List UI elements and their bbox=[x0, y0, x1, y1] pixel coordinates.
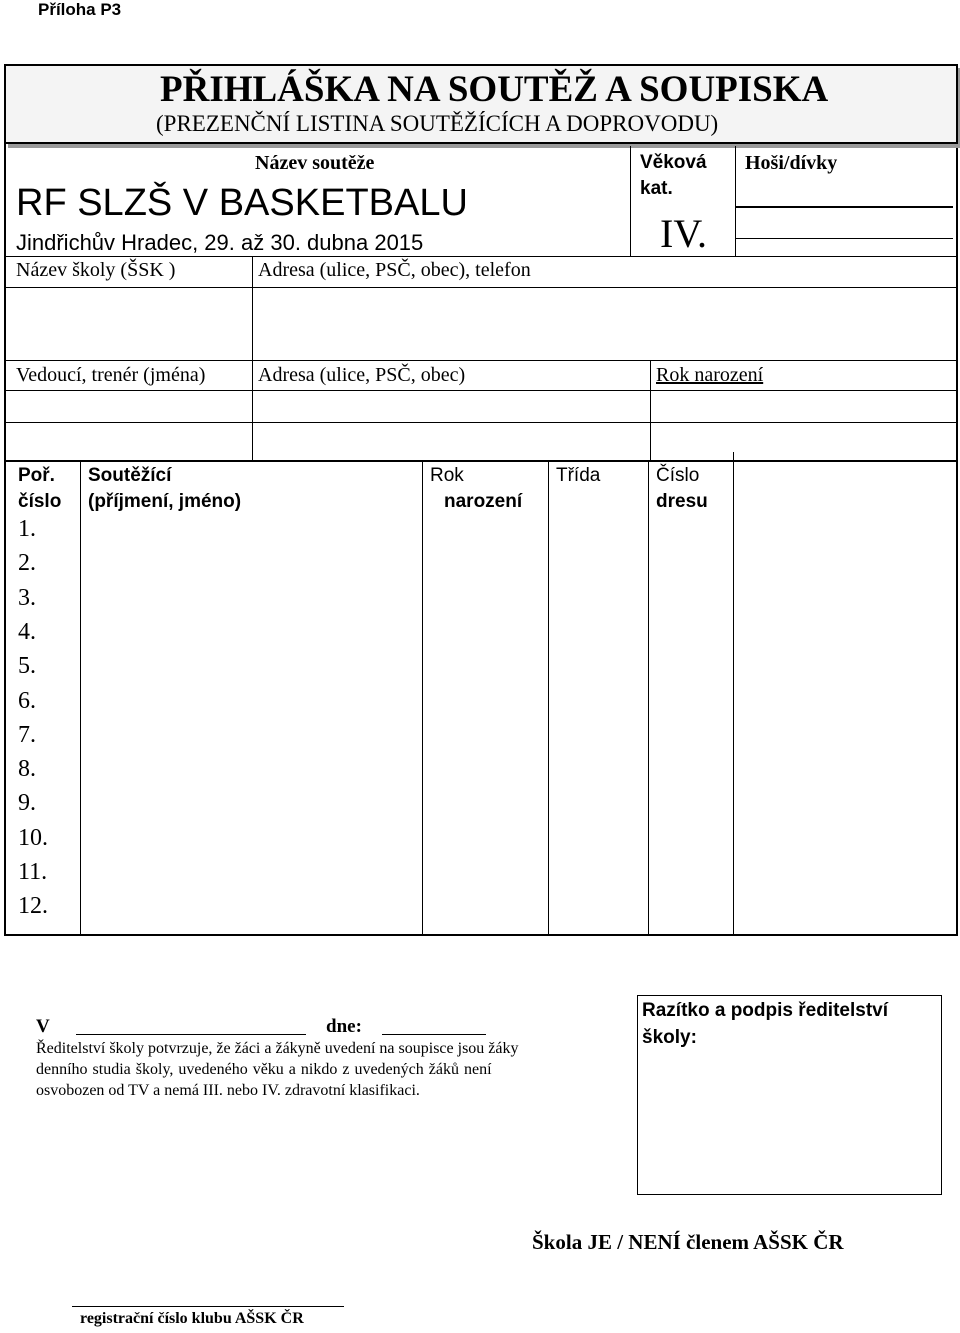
birth-year-field[interactable] bbox=[428, 829, 542, 855]
roster-row-number: 7. bbox=[18, 722, 36, 748]
registration-label: registrační číslo klubu AŠSK ČR bbox=[80, 1310, 304, 1327]
school-address-label: Adresa (ulice, PSČ, obec), telefon bbox=[258, 259, 531, 281]
competition-place-date: Jindřichův Hradec, 29. až 30. dubna 2015 bbox=[16, 230, 424, 255]
membership-statement: Škola JE / NENÍ členem AŠSK ČR bbox=[532, 1230, 844, 1254]
roster-divider-no bbox=[80, 460, 81, 934]
competitor-name-field[interactable] bbox=[86, 794, 416, 820]
jersey-number-field[interactable] bbox=[654, 657, 728, 683]
school-name-label: Název školy (ŠSK ) bbox=[16, 259, 176, 281]
age-category-left-border bbox=[630, 146, 631, 256]
registration-underline bbox=[72, 1306, 344, 1307]
roster-row-number: 1. bbox=[18, 516, 36, 542]
age-category-label: Věková bbox=[640, 152, 707, 173]
leaders-name-label: Vedoucí, trenér (jména) bbox=[16, 364, 206, 386]
jersey-number-field[interactable] bbox=[654, 623, 728, 649]
class-field[interactable] bbox=[554, 589, 642, 615]
competitor-name-field[interactable] bbox=[86, 897, 416, 923]
class-field[interactable] bbox=[554, 863, 642, 889]
roster-row-number: 5. bbox=[18, 653, 36, 679]
leaders-birth-label: Rok narození bbox=[656, 364, 764, 386]
class-field[interactable] bbox=[554, 520, 642, 546]
roster-header-name-2: (příjmení, jméno) bbox=[88, 491, 242, 512]
stamp-label: Razítko a podpis ředitelství bbox=[642, 1000, 888, 1021]
birth-year-field[interactable] bbox=[428, 863, 542, 889]
leader-2-address-field[interactable] bbox=[258, 426, 644, 456]
age-category-label-2: kat. bbox=[640, 178, 673, 199]
school-top-line bbox=[6, 256, 956, 257]
jersey-number-field[interactable] bbox=[654, 589, 728, 615]
roster-row-number: 8. bbox=[18, 756, 36, 782]
class-field[interactable] bbox=[554, 623, 642, 649]
competitor-name-field[interactable] bbox=[86, 623, 416, 649]
school-name-field[interactable] bbox=[12, 292, 246, 354]
roster-divider-birth bbox=[548, 460, 549, 934]
stamp-label-2: školy: bbox=[642, 1027, 697, 1048]
birth-year-field[interactable] bbox=[428, 726, 542, 752]
roster-header-birth-2: narození bbox=[444, 491, 523, 512]
jersey-number-field[interactable] bbox=[654, 829, 728, 855]
roster-row-number: 10. bbox=[18, 825, 48, 851]
roster-row-number: 4. bbox=[18, 619, 36, 645]
roster-row-number: 11. bbox=[18, 859, 48, 885]
leader-1-birth-field[interactable] bbox=[656, 394, 948, 420]
jersey-number-field[interactable] bbox=[654, 760, 728, 786]
form-title: PŘIHLÁŠKA NA SOUTĚŽ A SOUPISKA bbox=[160, 69, 829, 110]
birth-year-field[interactable] bbox=[428, 692, 542, 718]
competition-name: RF SLZŠ V BASKETBALU bbox=[16, 182, 468, 224]
attachment-label: Příloha P3 bbox=[38, 0, 122, 19]
competitor-name-field[interactable] bbox=[86, 829, 416, 855]
competitor-name-field[interactable] bbox=[86, 589, 416, 615]
roster-header-class: Třída bbox=[556, 465, 601, 486]
roster-header-no-2: číslo bbox=[18, 491, 62, 512]
gender-label: Hoši/dívky bbox=[745, 152, 838, 174]
jersey-number-field[interactable] bbox=[654, 692, 728, 718]
roster-header-jersey-2: dresu bbox=[656, 491, 708, 512]
birth-year-field[interactable] bbox=[428, 760, 542, 786]
roster-divider-class bbox=[648, 460, 649, 934]
date-underline bbox=[382, 1034, 486, 1035]
competitor-name-field[interactable] bbox=[86, 657, 416, 683]
roster-header-no: Poř. bbox=[18, 465, 55, 486]
class-field[interactable] bbox=[554, 657, 642, 683]
birth-year-field[interactable] bbox=[428, 589, 542, 615]
class-field[interactable] bbox=[554, 692, 642, 718]
roster-row-number: 9. bbox=[18, 790, 36, 816]
competitor-name-field[interactable] bbox=[86, 554, 416, 580]
place-field[interactable] bbox=[78, 1014, 304, 1034]
leader-1-address-field[interactable] bbox=[258, 394, 644, 420]
leader-1-name-field[interactable] bbox=[12, 394, 246, 420]
leader-2-name-field[interactable] bbox=[12, 426, 246, 456]
gender-divider bbox=[735, 206, 953, 208]
gender-field[interactable] bbox=[740, 210, 950, 236]
leaders-divider-2 bbox=[650, 360, 651, 460]
class-field[interactable] bbox=[554, 794, 642, 820]
competitor-name-field[interactable] bbox=[86, 863, 416, 889]
place-label: V bbox=[36, 1016, 50, 1037]
birth-year-field[interactable] bbox=[428, 520, 542, 546]
jersey-number-field[interactable] bbox=[654, 726, 728, 752]
roster-row-number: 2. bbox=[18, 550, 36, 576]
birth-year-field[interactable] bbox=[428, 794, 542, 820]
leaders-top-line bbox=[6, 360, 956, 361]
roster-divider-name bbox=[422, 460, 423, 934]
age-category-value: IV. bbox=[660, 211, 708, 256]
class-field[interactable] bbox=[554, 760, 642, 786]
roster-top-line bbox=[6, 460, 956, 462]
class-field[interactable] bbox=[554, 897, 642, 923]
date-field[interactable] bbox=[384, 1014, 484, 1034]
jersey-number-field[interactable] bbox=[654, 520, 728, 546]
date-label: dne: bbox=[326, 1016, 362, 1037]
birth-year-field[interactable] bbox=[428, 623, 542, 649]
competition-name-label: Název soutěže bbox=[255, 152, 375, 174]
roster-divider-jersey bbox=[733, 452, 734, 934]
competitor-name-field[interactable] bbox=[86, 692, 416, 718]
jersey-number-field[interactable] bbox=[654, 863, 728, 889]
roster-row-number: 3. bbox=[18, 585, 36, 611]
registration-field[interactable] bbox=[74, 1284, 342, 1304]
school-address-field[interactable] bbox=[258, 292, 948, 354]
class-field[interactable] bbox=[554, 726, 642, 752]
leaders-row-line bbox=[6, 422, 956, 423]
class-field[interactable] bbox=[554, 554, 642, 580]
confirmation-text-2: denního studia školy, uvedeného věku a nikdo z uvedených žáků není bbox=[36, 1061, 492, 1078]
gender-bottom-line bbox=[735, 238, 953, 239]
roster-row-number: 12. bbox=[18, 893, 48, 919]
roster-header-jersey: Číslo bbox=[656, 465, 700, 486]
birth-year-field[interactable] bbox=[428, 897, 542, 923]
jersey-number-field[interactable] bbox=[654, 794, 728, 820]
jersey-number-field[interactable] bbox=[654, 897, 728, 923]
confirmation-text-3: osvobozen od TV a nemá III. nebo IV. zdravotní klasifikaci. bbox=[36, 1082, 420, 1099]
competitor-name-field[interactable] bbox=[86, 726, 416, 752]
confirmation-text-1: Ředitelství školy potvrzuje, že žáci a žákyně uvedení na soupisce jsou žáky bbox=[36, 1040, 519, 1057]
stamp-box bbox=[637, 995, 942, 1195]
jersey-number-field[interactable] bbox=[654, 554, 728, 580]
birth-year-field[interactable] bbox=[428, 554, 542, 580]
birth-year-field[interactable] bbox=[428, 657, 542, 683]
leader-2-birth-field[interactable] bbox=[656, 426, 948, 456]
roster-header-name: Soutěžící bbox=[88, 465, 172, 486]
leaders-address-label: Adresa (ulice, PSČ, obec) bbox=[258, 364, 466, 386]
school-column-divider bbox=[252, 256, 253, 360]
gender-left-border bbox=[735, 146, 736, 256]
place-underline bbox=[76, 1034, 306, 1035]
class-field[interactable] bbox=[554, 829, 642, 855]
competitor-name-field[interactable] bbox=[86, 760, 416, 786]
school-label-line bbox=[6, 287, 956, 288]
leaders-divider-1 bbox=[252, 360, 253, 460]
leaders-label-line bbox=[6, 390, 956, 391]
roster-header-birth: Rok bbox=[430, 465, 464, 486]
competitor-name-field[interactable] bbox=[86, 520, 416, 546]
roster-row-number: 6. bbox=[18, 688, 36, 714]
form-subtitle: (PREZENČNÍ LISTINA SOUTĚŽÍCÍCH A DOPROVODU) bbox=[156, 111, 719, 136]
